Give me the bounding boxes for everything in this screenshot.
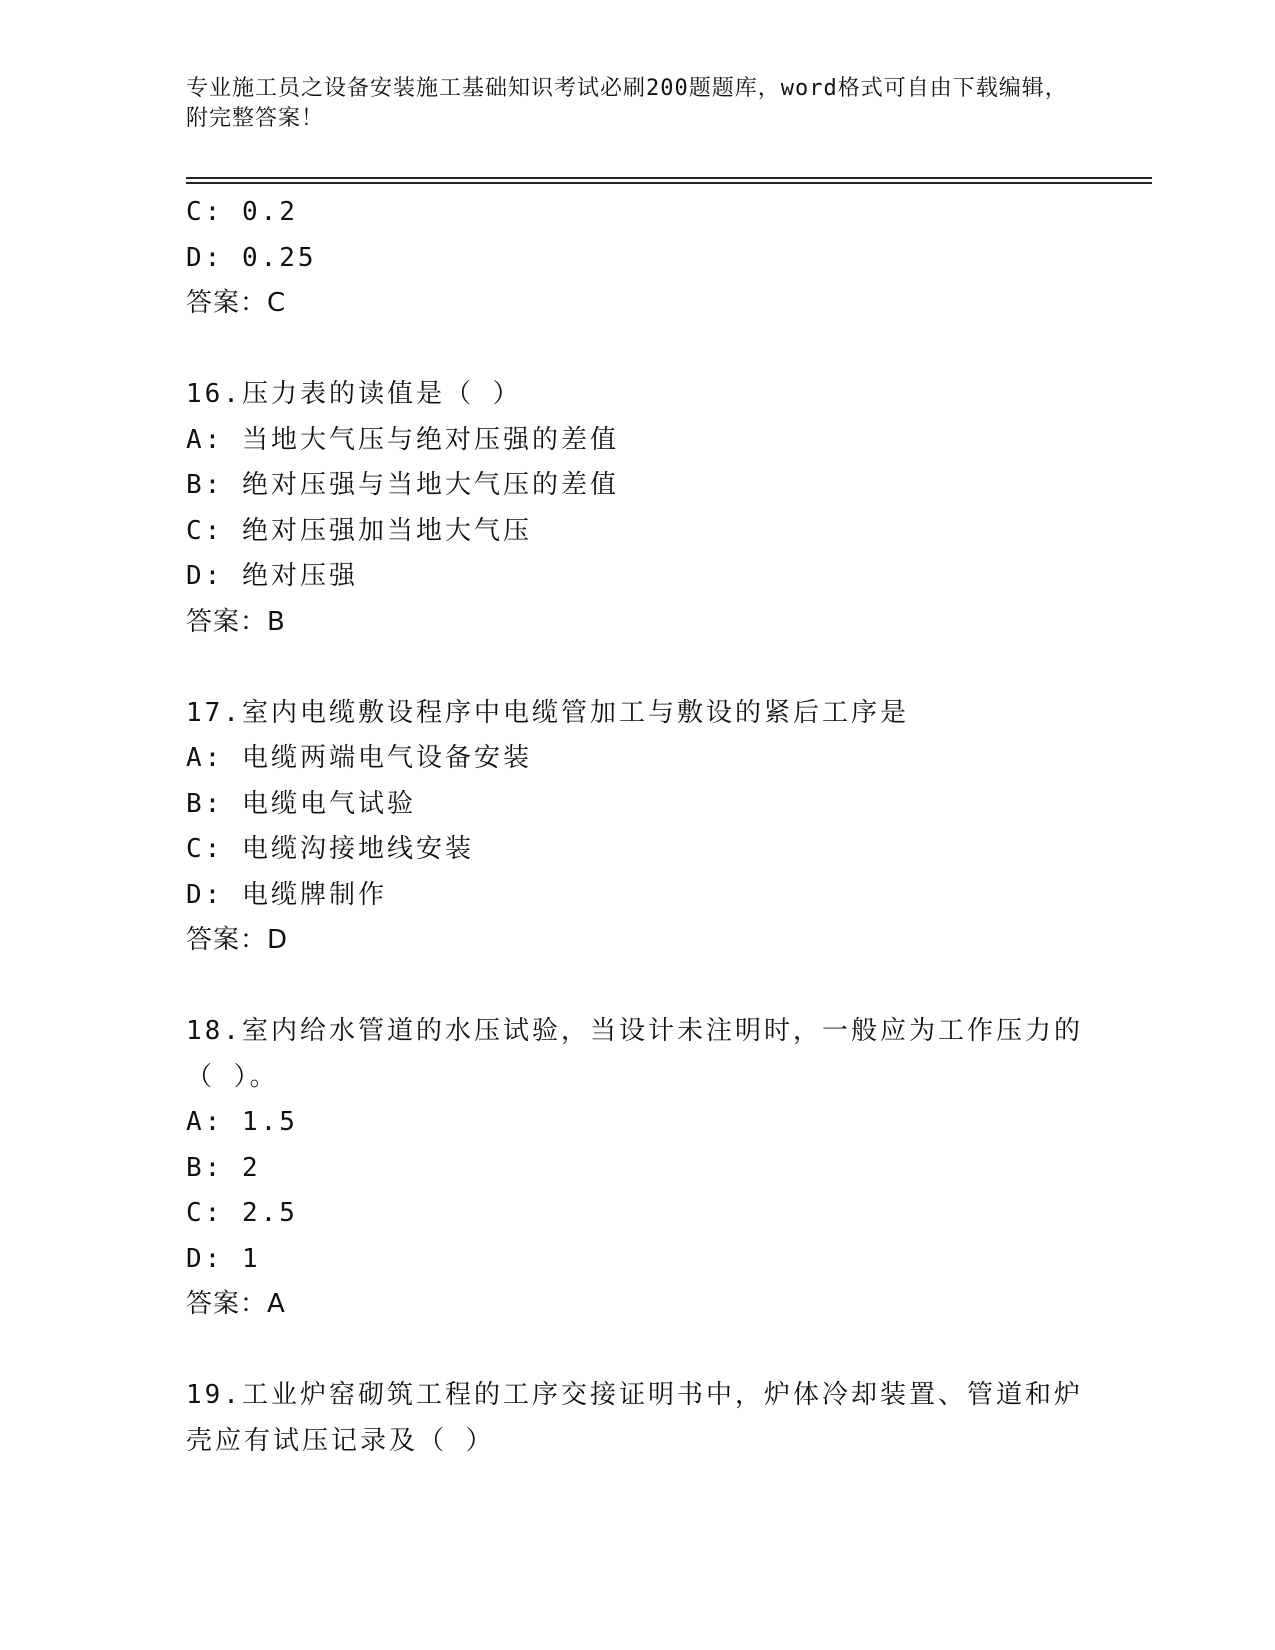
- question-stem: 17.室内电缆敷设程序中电缆管加工与敷设的紧后工序是: [186, 697, 909, 728]
- option-c: C: 2.5: [186, 1198, 298, 1228]
- spacer: [186, 964, 1086, 1010]
- option-c: C: 0.2: [186, 197, 298, 227]
- answer-line: 答案：D: [186, 925, 289, 955]
- question-stem-line-1: 19.工业炉窑砌筑工程的工序交接证明书中，炉体冷却装置、管道和炉: [186, 1380, 1083, 1410]
- option-d: D: 0.25: [186, 242, 317, 273]
- option-a: A: 1.5: [186, 1107, 298, 1137]
- option-b: B: 电缆电气试验: [186, 788, 416, 819]
- answer-line: 答案：A: [186, 1289, 286, 1319]
- option-a: A: 当地大气压与绝对压强的差值: [186, 424, 619, 455]
- document-header: 专业施工员之设备安装施工基础知识考试必刷200题题库，word格式可自由下载编辑，附完整答案！: [186, 76, 1068, 131]
- question-stem-line-2: （ ）。: [186, 1061, 279, 1092]
- option-d: D: 1: [186, 1243, 261, 1274]
- spacer: [186, 1328, 1086, 1374]
- question-list: [186, 190, 1086, 1464]
- option-b: B: 2: [186, 1152, 261, 1183]
- question-stem-line-2: 壳应有试压记录及（ ）: [186, 1425, 495, 1456]
- header-divider-bottom: [186, 182, 1152, 184]
- question-stem: 16.压力表的读值是（ ）: [186, 379, 522, 409]
- option-a: A: 电缆两端电气设备安装: [186, 743, 532, 773]
- spacer: [186, 645, 1086, 691]
- header-divider-top: [186, 177, 1152, 179]
- answer-line: 答案：B: [186, 606, 286, 637]
- answer-line: 答案：C: [186, 288, 287, 318]
- option-b: B: 绝对压强与当地大气压的差值: [186, 470, 619, 500]
- option-d: D: 电缆牌制作: [186, 879, 387, 910]
- option-c: C: 电缆沟接地线安装: [186, 834, 474, 864]
- option-c: C: 绝对压强加当地大气压: [186, 515, 532, 546]
- spacer: [186, 327, 1086, 373]
- option-d: D: 绝对压强: [186, 561, 358, 591]
- question-stem-line-1: 18.室内给水管道的水压试验，当设计未注明时，一般应为工作压力的: [186, 1016, 1083, 1046]
